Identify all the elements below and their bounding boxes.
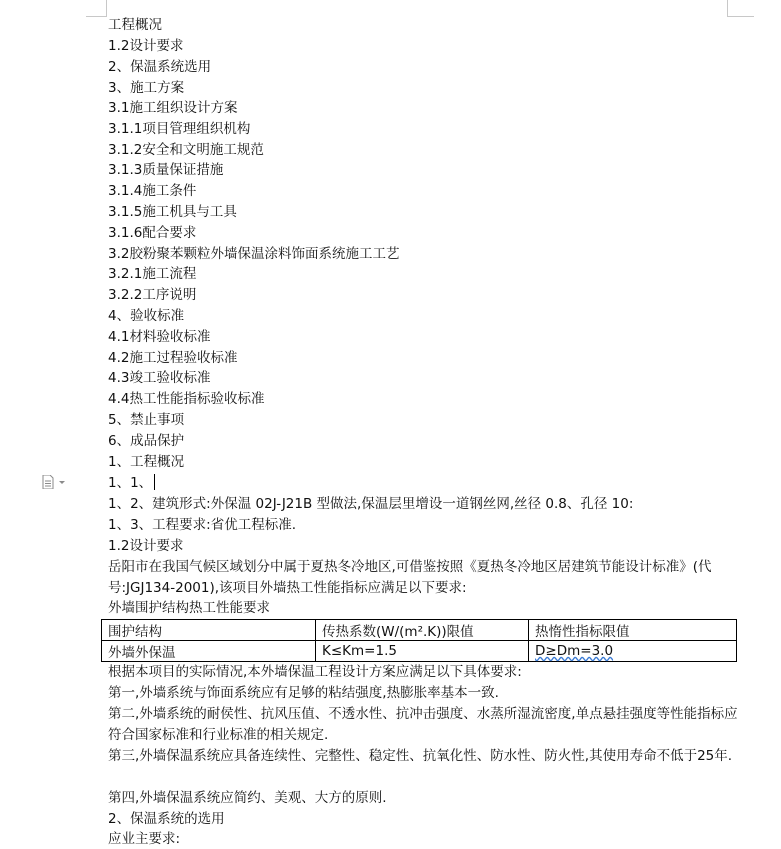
paragraph: 应业主要求: xyxy=(108,831,181,847)
page-corner-mark-right xyxy=(727,0,754,17)
toc-item: 工程概况 xyxy=(108,17,162,33)
toc-item: 4.1材料验收标准 xyxy=(108,329,211,345)
toc-item: 4、验收标准 xyxy=(108,308,185,324)
paragraph: 根据本项目的实际情况,本外墙保温工程设计方案应满足以下具体要求: xyxy=(108,664,522,680)
toc-item: 4.4热工性能指标验收标准 xyxy=(108,391,265,407)
table-cell: D≥Dm=3.0 xyxy=(529,641,737,662)
table-header-cell: 传热系数(W/(m².K))限值 xyxy=(316,620,529,641)
table-cell: K≤Km=1.5 xyxy=(316,641,529,662)
toc-item: 3.1施工组织设计方案 xyxy=(108,100,238,116)
paragraph: 1、3、工程要求:省优工程标准. xyxy=(108,517,297,533)
text-cursor xyxy=(154,474,155,490)
table-cell: 外墙外保温 xyxy=(102,641,316,662)
section-heading: 1、工程概况 xyxy=(108,454,185,470)
table-header-row xyxy=(102,620,737,641)
table-header-cell: 热惰性指标限值 xyxy=(529,620,737,641)
toc-item: 3.1.6配合要求 xyxy=(108,225,197,241)
toc-item: 3.1.2安全和文明施工规范 xyxy=(108,142,264,158)
table-caption: 外墙围护结构热工性能要求 xyxy=(108,600,270,616)
toc-item: 3.1.5施工机具与工具 xyxy=(108,204,237,220)
toc-item: 3.2胶粉聚苯颗粒外墙保温涂料饰面系统施工工艺 xyxy=(108,246,400,262)
toc-item: 2、保温系统选用 xyxy=(108,59,212,75)
section-heading: 1.2设计要求 xyxy=(108,538,184,554)
thermal-requirements-table xyxy=(101,619,737,662)
toc-item: 5、禁止事项 xyxy=(108,412,185,428)
table-row xyxy=(102,641,737,662)
toc-item: 3.2.1施工流程 xyxy=(108,266,197,282)
toc-item: 3.1.3质量保证措施 xyxy=(108,162,224,178)
toc-item: 6、成品保护 xyxy=(108,433,185,449)
toc-item: 3.1.1项目管理组织机构 xyxy=(108,121,251,137)
paragraph: 岳阳市在我国气候区域划分中属于夏热冬冷地区,可借鉴按照《夏热冬冷地区居建筑节能设计标准》(代号:JGJ134-2001),该项目外墙热工性能指标应满足以下要求: xyxy=(108,559,712,596)
document-icon[interactable] xyxy=(42,474,68,488)
requirement-item: 第四,外墙保温系统应简约、美观、大方的原则. xyxy=(108,790,387,806)
requirement-item: 第一,外墙系统与饰面系统应有足够的粘结强度,热膨胀率基本一致. xyxy=(108,685,499,701)
toc-item: 4.2施工过程验收标准 xyxy=(108,350,238,366)
subsection-number: 1、1、 xyxy=(108,475,153,491)
page-corner-mark-left xyxy=(86,0,107,17)
toc-item: 3.2.2工序说明 xyxy=(108,287,197,303)
toc-item: 1.2设计要求 xyxy=(108,38,184,54)
requirement-item: 第三,外墙保温系统应具备连续性、完整性、稳定性、抗氧化性、防水性、防火性,其使用寿命不低于25年. xyxy=(108,748,733,764)
paragraph: 1、2、建筑形式:外保温 02J-J21B 型做法,保温层里增设一道钢丝网,丝径 0.8、孔径 10: xyxy=(108,496,634,512)
requirement-item: 第二,外墙系统的耐侯性、抗风压值、不透水性、抗冲击强度、水蒸所湿流密度,单点悬挂强度等性能指标应符合国家标准和行业标准的相关规定. xyxy=(108,706,738,743)
toc-item: 4.3竣工验收标准 xyxy=(108,370,211,386)
section-heading: 2、保温系统的选用 xyxy=(108,811,225,827)
toc-item: 3.1.4施工条件 xyxy=(108,183,197,199)
subsection-heading[interactable] xyxy=(108,473,155,493)
toc-item: 3、施工方案 xyxy=(108,80,185,96)
table-header-cell: 围护结构 xyxy=(102,620,316,641)
